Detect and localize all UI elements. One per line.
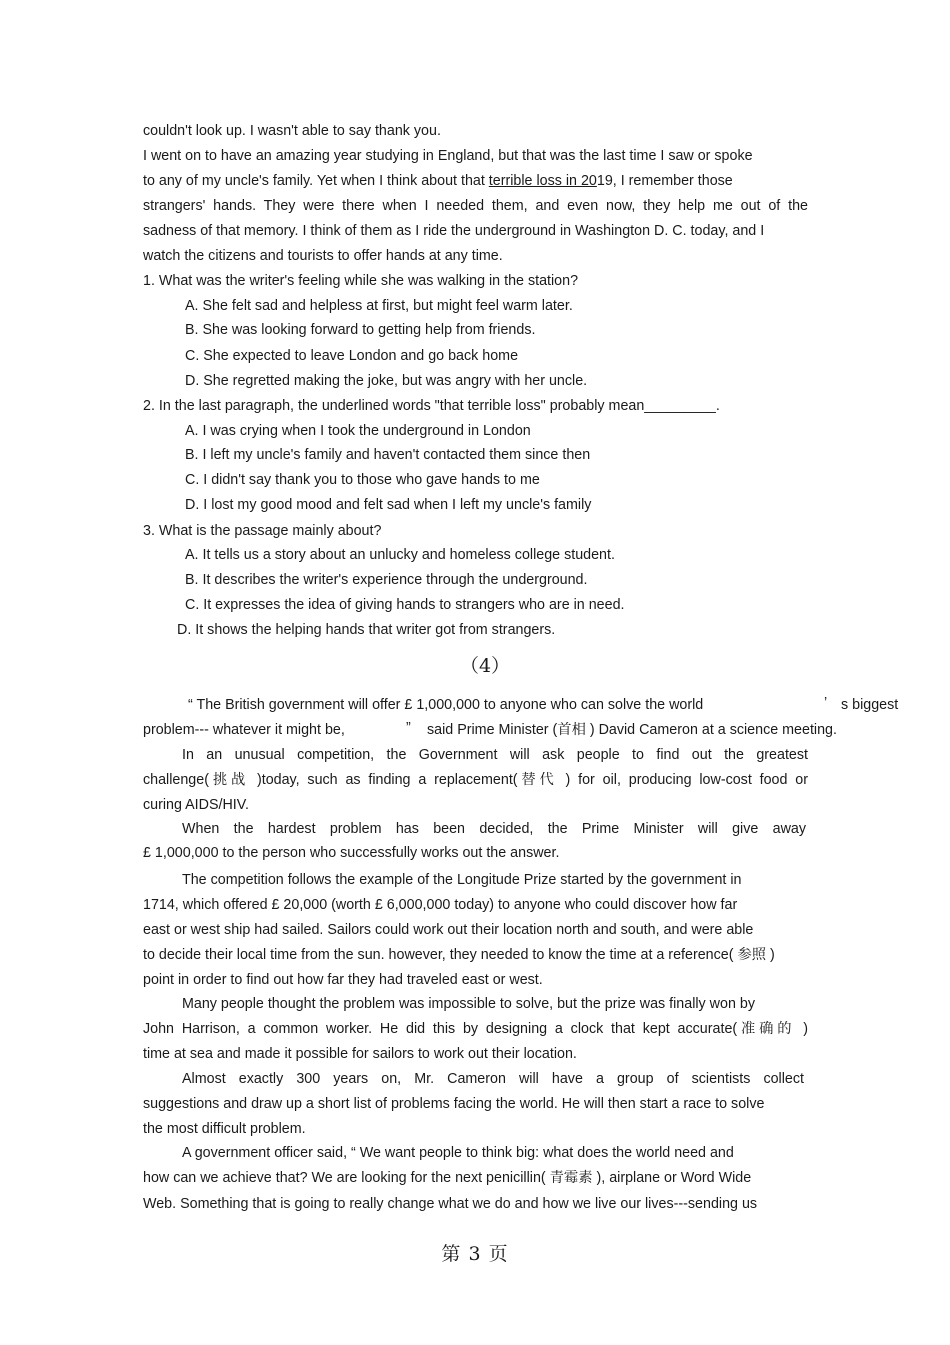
- question-stem: 3. What is the passage mainly about?: [143, 523, 382, 539]
- passage-line: how can we achieve that? We are looking for the next penicillin( 青霉素 ), airplane or Word Wide: [143, 1170, 752, 1186]
- passage-line: couldn't look up. I wasn't able to say thank you.: [143, 123, 441, 139]
- passage-line: east or west ship had sailed. Sailors could work out their location north and south, and were able: [143, 922, 754, 938]
- passage-line: said Prime Minister (首相 ) David Cameron at a science meeting.: [427, 722, 837, 738]
- answer-option: D. She regretted making the joke, but was angry with her uncle.: [185, 373, 588, 389]
- passage-line: In an unusual competition, the Government will ask people to find out the greatest: [182, 747, 808, 763]
- passage-line: Almost exactly 300 years on, Mr. Cameron will have a group of scientists collect: [182, 1071, 804, 1087]
- passage-line: the most difficult problem.: [143, 1121, 306, 1137]
- passage-line: The competition follows the example of the Longitude Prize started by the government in: [182, 872, 742, 888]
- passage-line: John Harrison, a common worker. He did this by designing a clock that kept accurate(准确的 ): [143, 1021, 808, 1037]
- section-heading: （4）: [459, 655, 511, 677]
- passage-line: s biggest: [841, 697, 899, 713]
- quote-glyph: ”: [406, 720, 411, 736]
- answer-option: D. It shows the helping hands that writer got from strangers.: [177, 622, 556, 638]
- answer-option: B. It describes the writer's experience through the underground.: [185, 572, 588, 588]
- passage-line: I went on to have an amazing year studying in England, but that was the last time I saw or spoke: [143, 148, 753, 164]
- answer-option: C. I didn't say thank you to those who gave hands to me: [185, 472, 540, 488]
- passage-line: “ The British government will offer £ 1,000,000 to anyone who can solve the world: [188, 697, 704, 713]
- question-stem: 2. In the last paragraph, the underlined words "that terrible loss" probably mean_________.: [143, 398, 720, 414]
- answer-option: A. It tells us a story about an unlucky and homeless college student.: [185, 547, 615, 563]
- answer-option: A. I was crying when I took the underground in London: [185, 423, 531, 439]
- answer-option: D. I lost my good mood and felt sad when I left my uncle's family: [185, 497, 592, 513]
- page-number: 第 3 页: [441, 1243, 509, 1265]
- question-stem: 1. What was the writer's feeling while she was walking in the station?: [143, 273, 579, 289]
- answer-option: A. She felt sad and helpless at first, but might feel warm later.: [185, 298, 573, 314]
- answer-option: C. It expresses the idea of giving hands to strangers who are in need.: [185, 597, 625, 613]
- passage-line: £ 1,000,000 to the person who successfully works out the answer.: [143, 845, 560, 861]
- passage-line: watch the citizens and tourists to offer hands at any time.: [143, 248, 503, 264]
- passage-line: strangers' hands. They were there when I needed them, and even now, they help me out of the: [143, 198, 808, 214]
- underlined-phrase: terrible loss in 20: [488, 173, 597, 189]
- apostrophe-glyph: ’: [824, 695, 828, 711]
- passage-line: When the hardest problem has been decided, the Prime Minister will give away: [182, 821, 806, 837]
- passage-line: suggestions and draw up a short list of problems facing the world. He will then start a race to solve: [143, 1096, 765, 1112]
- passage-line: to any of my uncle's family. Yet when I think about that terrible loss in 2019, I remember those: [143, 173, 733, 189]
- passage-line: 1714, which offered £ 20,000 (worth £ 6,000,000 today) to anyone who could discover how far: [143, 897, 738, 913]
- passage-line: curing AIDS/HIV.: [143, 797, 249, 813]
- answer-option: B. I left my uncle's family and haven't contacted them since then: [185, 447, 591, 463]
- passage-line: challenge(挑战 )today, such as finding a replacement(替代 ) for oil, producing low-cost food or: [143, 772, 808, 788]
- passage-line: problem--- whatever it might be,: [143, 722, 345, 738]
- passage-line: Web. Something that is going to really change what we do and how we live our lives---sending us: [143, 1196, 758, 1212]
- answer-option: B. She was looking forward to getting help from friends.: [185, 322, 536, 338]
- passage-line: to decide their local time from the sun. however, they needed to know the time at a reference( 参照 ): [143, 947, 775, 963]
- passage-line: A government officer said, “ We want people to think big: what does the world need and: [182, 1145, 734, 1161]
- passage-line: sadness of that memory. I think of them as I ride the underground in Washington D. C. today, and I: [143, 223, 765, 239]
- answer-option: C. She expected to leave London and go back home: [185, 348, 519, 364]
- passage-line: point in order to find out how far they had traveled east or west.: [143, 972, 543, 988]
- passage-line: Many people thought the problem was impossible to solve, but the prize was finally won by: [182, 996, 755, 1012]
- passage-line: time at sea and made it possible for sailors to work out their location.: [143, 1046, 577, 1062]
